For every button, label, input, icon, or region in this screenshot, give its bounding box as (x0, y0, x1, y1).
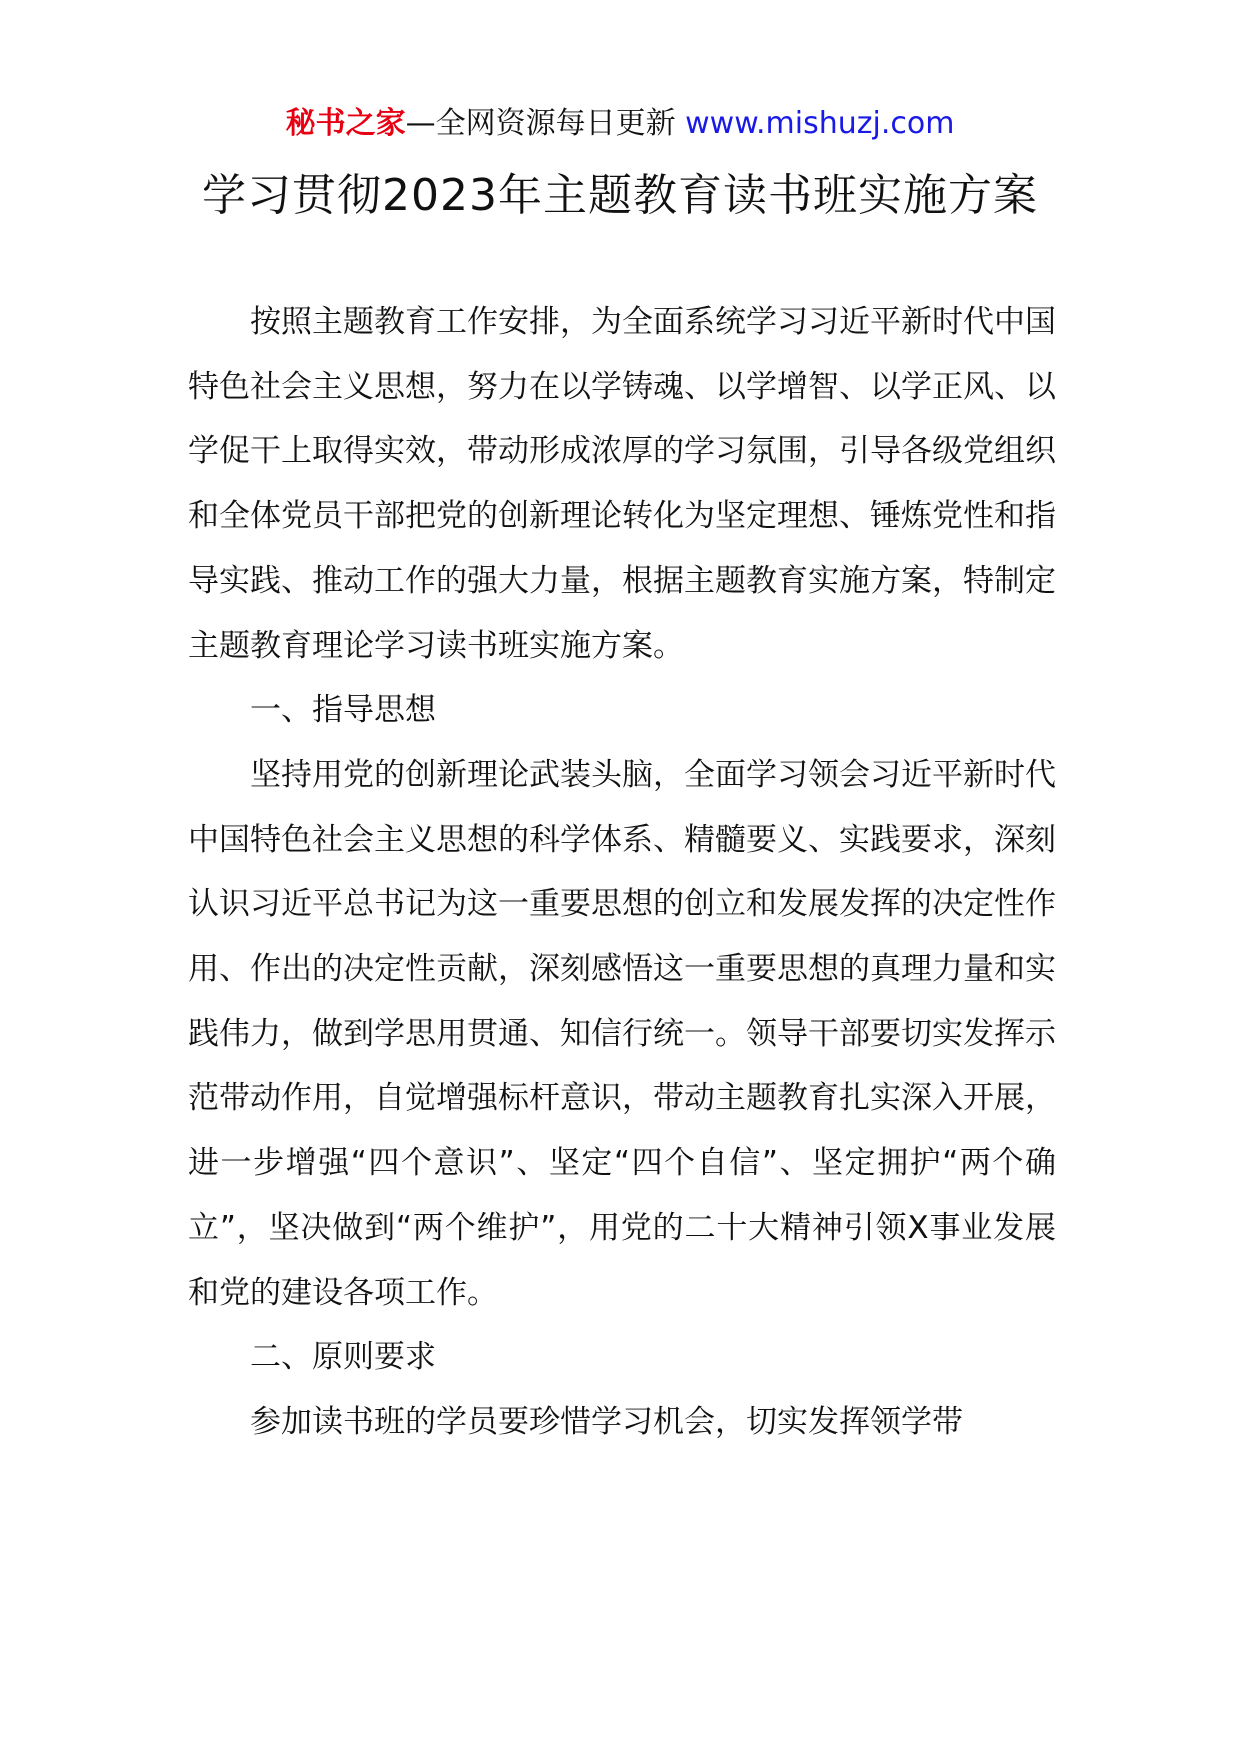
document-body (188, 290, 1056, 1455)
site-tagline: —全网资源每日更新 (405, 106, 686, 141)
section-heading-principles: 二、原则要求 (250, 1339, 436, 1376)
site-brand: 秘书之家 (285, 106, 406, 141)
section-heading-guiding-thought: 一、指导思想 (250, 692, 436, 729)
document-title: 学习贯彻2023年主题教育读书班实施方案 (202, 170, 1038, 221)
guiding-thought-paragraph: 坚持用党的创新理论武装头脑，全面学习领会习近平新时代中国特色社会主义思想的科学体系、精髓要义、实践要求，深刻认识习近平总书记为这一重要思想的创立和发展发挥的决定性作用、作出的决定性贡献，深刻感悟这一重要思想的真理力量和实践伟力，做到学思用贯通、知信行统一。领导干部要切实发挥示范带动作用，自觉增强标杆意识，带动主题教育扎实深入开展，进一步增强“四个意识”、坚定“四个自信”、坚定拥护“两个确立”，坚决做到“两个维护”，用党的二十大精神引领X事业发展和党的建设各项工作。 (188, 756, 1056, 1311)
site-url-link[interactable]: www.mishuzj.com (685, 106, 955, 141)
intro-paragraph: 按照主题教育工作安排，为全面系统学习习近平新时代中国特色社会主义思想，努力在以学铸魂、以学增智、以学正风、以学促干上取得实效，带动形成浓厚的学习氛围，引导各级党组织和全体党员干部把党的创新理论转化为坚定理想、锤炼党性和指导实践、推动工作的强大力量，根据主题教育实施方案，特制定主题教育理论学习读书班实施方案。 (188, 304, 1056, 664)
site-header (0, 104, 1240, 144)
principles-paragraph: 参加读书班的学员要珍惜学习机会，切实发挥领学带 (250, 1403, 963, 1440)
